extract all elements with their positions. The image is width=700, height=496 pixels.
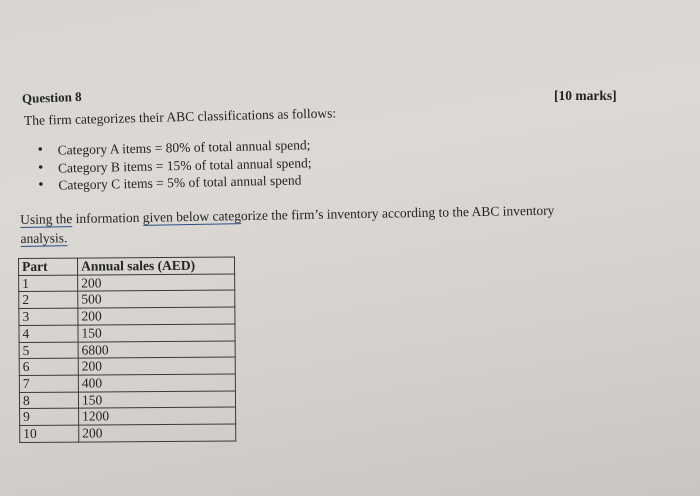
handwritten-underline: Using the [20,211,73,227]
part-cell: 3 [19,308,78,325]
part-cell: 7 [19,375,78,392]
table-row [19,290,235,308]
sales-cell: 400 [78,374,235,392]
sales-table [18,256,236,442]
part-cell: 9 [20,408,79,425]
header-part: Part [19,258,78,275]
part-cell: 1 [19,275,78,292]
table-row [19,374,235,392]
sales-cell: 200 [79,424,236,442]
part-cell: 4 [19,325,78,342]
list-item: • Category B items = 15% of total annual spend; [38,154,312,177]
sales-cell: 6800 [78,341,235,359]
table-row [20,424,236,442]
part-cell: 6 [19,358,78,375]
sales-cell: 150 [78,391,235,409]
category-list [37,136,312,194]
part-cell: 8 [19,392,78,409]
handwritten-underline: given below categ [142,208,242,225]
table-row [20,407,236,425]
table-row [19,391,235,409]
question-instruction: Using the information given below categorize the firm’s inventory according to the ABC inventory analysis. [20,202,555,246]
question-heading: Question 8 [21,88,82,106]
part-cell: 10 [20,425,79,442]
sales-cell: 200 [78,274,235,292]
header-annual-sales: Annual sales (AED) [78,257,235,275]
table-row [19,307,235,325]
sales-table-wrapper [18,256,236,442]
sales-cell: 150 [78,324,235,342]
question-intro: The firm categorizes their ABC classifications as follows: [23,105,337,128]
marks-label: [10 marks] [554,88,617,103]
sales-cell: 1200 [79,407,236,425]
handwritten-underline: analysis. [20,230,68,246]
sales-cell: 200 [78,357,235,375]
part-cell: 2 [19,291,78,308]
table-row [19,274,235,292]
table-header-row [19,257,235,275]
part-cell: 5 [19,342,78,359]
sales-cell: 500 [78,290,235,308]
list-item: • Category A items = 80% of total annual spend; [37,136,311,159]
table-row [19,357,235,375]
table-row [19,341,235,359]
list-item: • Category C items = 5% of total annual spend [38,171,312,194]
table-row [19,324,235,342]
sales-cell: 200 [78,307,235,325]
